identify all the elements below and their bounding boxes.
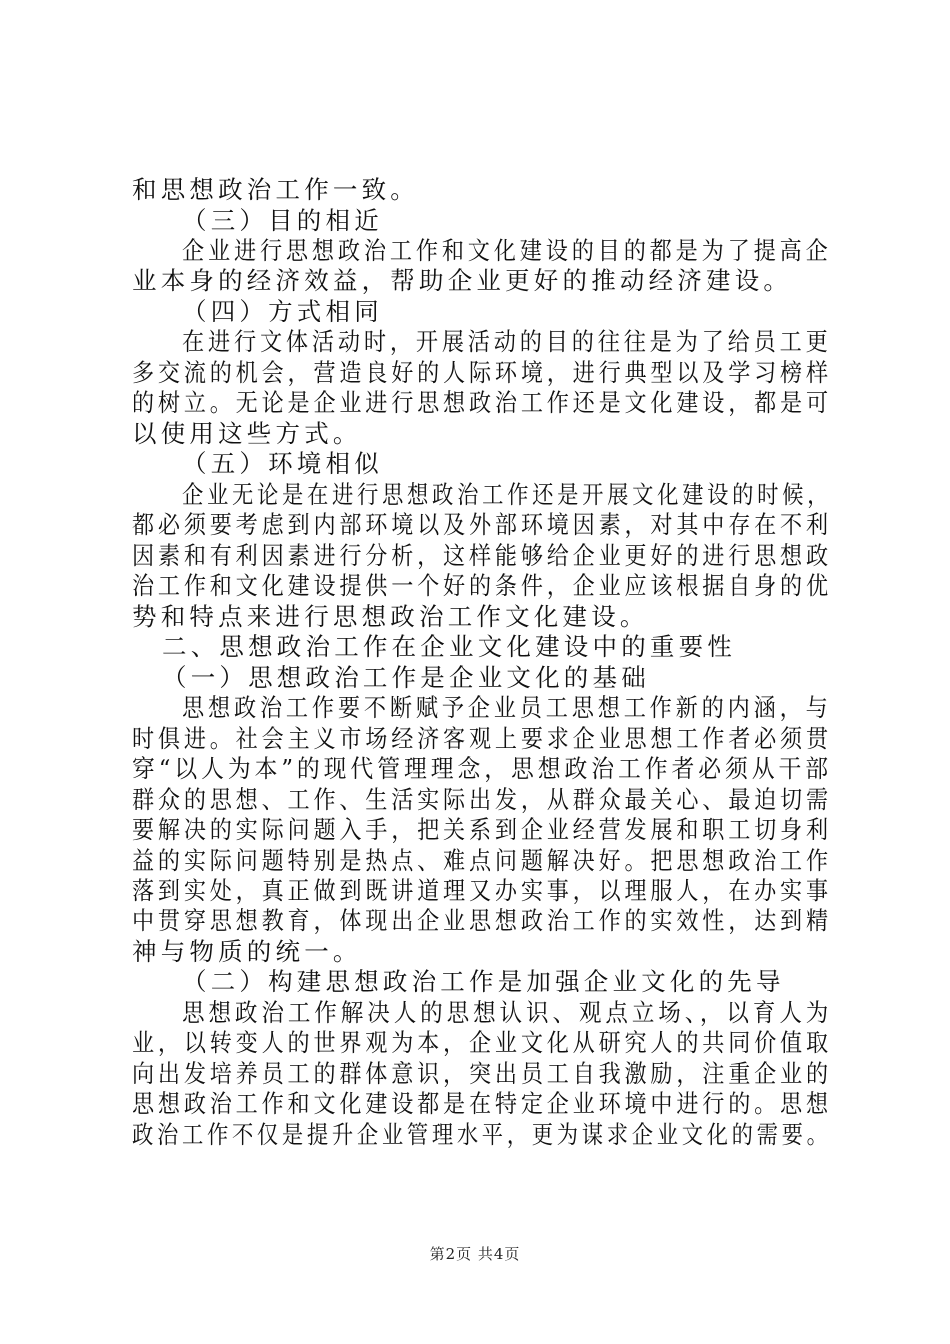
- body-line: 群众的思想、工作、生活实际出发，从群众最关心、最迫切需: [132, 784, 832, 814]
- page-footer: 第2页 共4页: [429, 1245, 521, 1263]
- body-line: 穿“以人为本”的现代管理理念，思想政治工作者必须从干部: [132, 754, 832, 784]
- body-line: 在进行文体活动时，开展活动的目的往往是为了给员工更: [182, 327, 832, 357]
- body-line: 要解决的实际问题入手，把关系到企业经营发展和职工切身利: [132, 815, 832, 844]
- body-line: 政治工作不仅是提升企业管理水平，更为谋求企业文化的需要。: [132, 1119, 832, 1149]
- body-line: 多交流的机会，营造良好的人际环境，进行典型以及学习榜样: [132, 357, 832, 387]
- body-line: 思想政治工作解决人的思想认识、观点立场、，以育人为: [182, 997, 833, 1027]
- body-line: 势和特点来进行思想政治工作文化建设。: [132, 601, 649, 631]
- body-line: 神与物质的统一。: [132, 936, 362, 966]
- body-line: 思想政治工作和文化建设都是在特定企业环境中进行的。思想: [132, 1089, 832, 1119]
- body-line: 企业进行思想政治工作和文化建设的目的都是为了提高企: [182, 236, 832, 265]
- section-heading: （一）思想政治工作是企业文化的基础: [162, 662, 650, 692]
- body-line: 业本身的经济效益，帮助企业更好的推动经济建设。: [132, 266, 793, 296]
- section-heading: （五）环境相似: [182, 449, 383, 479]
- section-heading: （四）方式相同: [182, 296, 383, 326]
- body-line: 益的实际问题特别是热点、难点问题解决好。把思想政治工作: [132, 845, 832, 875]
- body-line: 向出发培养员工的群体意识，突出员工自我激励，注重企业的: [132, 1058, 832, 1088]
- body-line: 时俱进。社会主义市场经济客观上要求企业思想工作者必须贯: [132, 723, 832, 753]
- body-line: 因素和有利因素进行分析，这样能够给企业更好的进行思想政: [132, 540, 832, 570]
- body-line: 企业无论是在进行思想政治工作还是开展文化建设的时候，: [182, 479, 833, 509]
- body-line: 以使用这些方式。: [132, 418, 362, 448]
- body-line: 的树立。无论是企业进行思想政治工作还是文化建设，都是可: [132, 388, 832, 418]
- body-line: 思想政治工作要不断赋予企业员工思想工作新的内涵，与: [182, 693, 832, 723]
- body-line: 中贯穿思想教育，体现出企业思想政治工作的实效性，达到精: [132, 906, 832, 936]
- body-line: 业，以转变人的世界观为本，企业文化从研究人的共同价值取: [132, 1028, 832, 1058]
- body-line: 落到实处，真正做到既讲道理又办实事，以理服人，在办实事: [132, 876, 832, 905]
- body-line: 和思想政治工作一致。: [132, 175, 419, 204]
- body-line: 都必须要考虑到内部环境以及外部环境因素，对其中存在不利: [132, 510, 832, 540]
- section-heading: （二）构建思想政治工作是加强企业文化的先导: [182, 967, 785, 997]
- chapter-heading: 二、思想政治工作在企业文化建设中的重要性: [162, 632, 736, 662]
- body-line: 治工作和文化建设提供一个好的条件，企业应该根据自身的优: [132, 571, 832, 601]
- section-heading: （三）目的相近: [182, 205, 383, 235]
